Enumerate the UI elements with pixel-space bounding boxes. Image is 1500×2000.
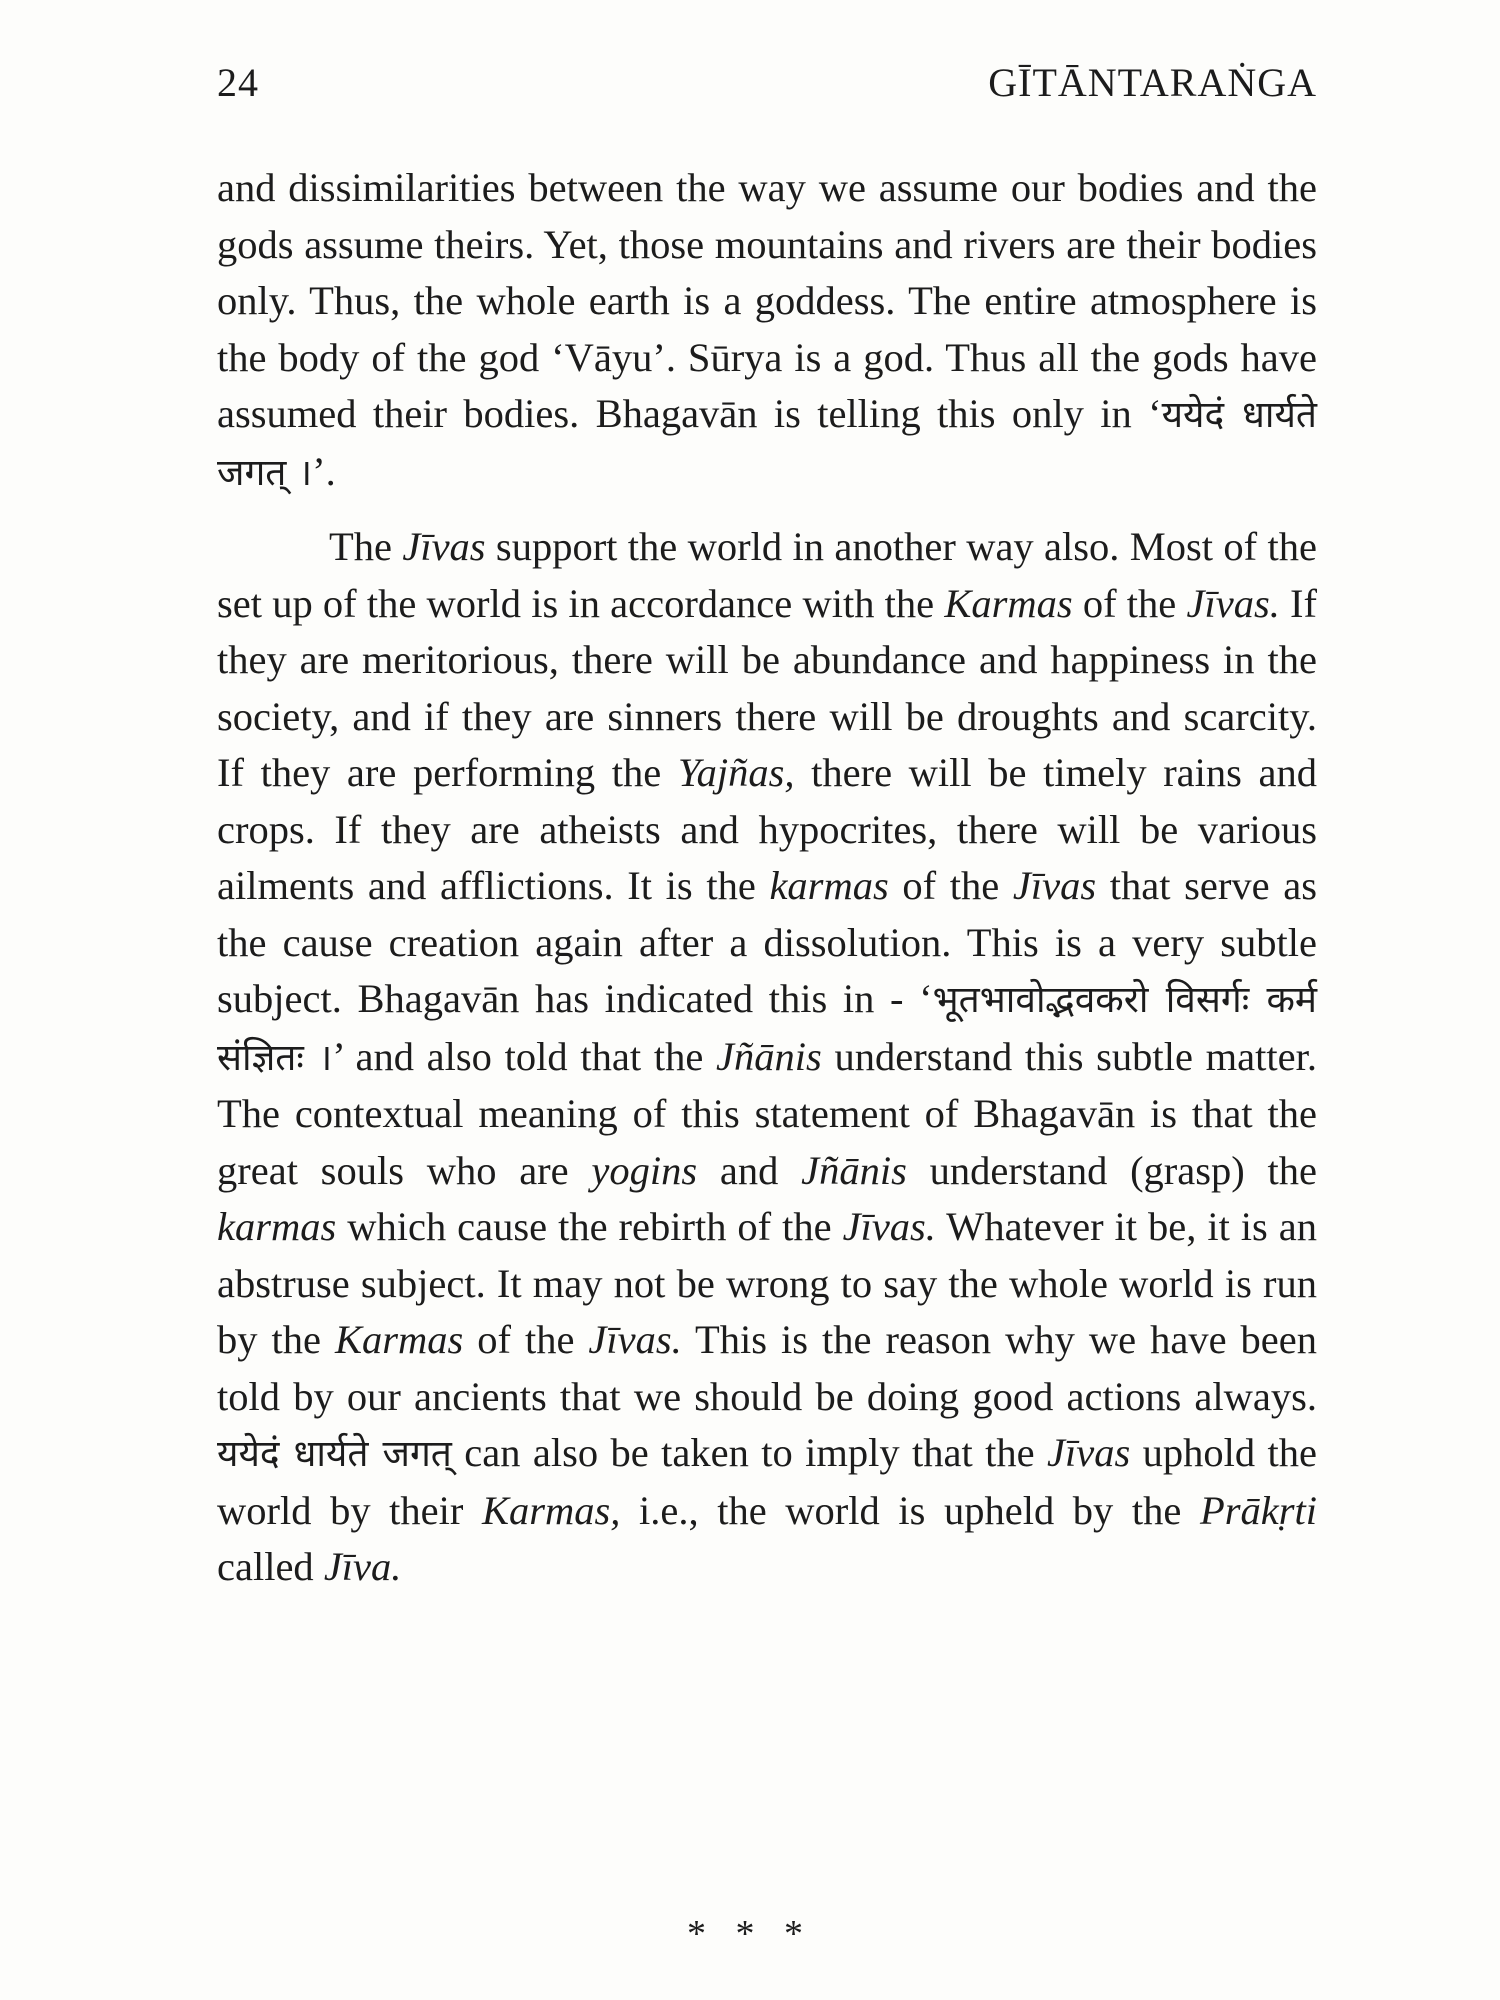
text-run: that serve as the cause creation again after a dissolution. This is a very subtle subject. Bhagavān has indicated this in - ‘ [217, 863, 1317, 1021]
text-run: of the [463, 1317, 589, 1362]
text-run: If they are meritorious, there will be abundance and happiness in the society, and if they are sinners there will be droughts and scarcity. If they are performing the [217, 580, 1318, 795]
page-header [217, 52, 1317, 112]
sanskrit-quote: भूतभावोद्भवकरो विसर्गः कर्म संज्ञितः । [217, 978, 1317, 1079]
text-run: of the [888, 863, 1013, 908]
italic-term: Jñānis [716, 1033, 822, 1079]
italic-term: Prākṛti [1199, 1487, 1317, 1533]
text-run: uphold the world by their [217, 1430, 1317, 1533]
italic-term: yogins [591, 1147, 698, 1193]
italic-term: karmas [217, 1204, 337, 1249]
italic-term: Jīvas. [588, 1317, 682, 1362]
running-title: GĪTĀNTARAṄGA [988, 59, 1317, 105]
section-end-mark: * * * [687, 1913, 813, 1955]
italic-term: Karmas [944, 580, 1073, 626]
italic-term: Yajñas, [677, 750, 795, 795]
text-run: ’ and also told that the [332, 1033, 717, 1079]
italic-term: Jñānis [801, 1147, 907, 1193]
text-run: can also be taken to imply that the [451, 1430, 1048, 1475]
text-run: This is the reason why we have been told by our ancients that we should be doing good actions always. [217, 1317, 1317, 1419]
text-run: and [697, 1147, 802, 1193]
paragraph-1 [217, 160, 1317, 501]
italic-term: Jīvas [402, 524, 486, 569]
italic-term: Jīvas [1012, 863, 1097, 908]
italic-term: karmas [769, 863, 889, 908]
italic-term: Jīvas [1047, 1430, 1131, 1475]
italic-term: Jīva. [323, 1544, 402, 1589]
text-run: of the [1072, 580, 1187, 626]
text-run: understand this subtle matter. The contextual meaning of this statement of Bhagavān is that the great souls who are [217, 1033, 1317, 1193]
italic-term: Karmas [334, 1317, 464, 1362]
text-run: called [217, 1544, 324, 1589]
text-run: and dissimilarities between the way we assume our bodies and the gods assume theirs. Yet, those mountains and rivers are their bodies only. Thus, the whole earth is a goddess. The entire atmosphere is the body of the god ‘Vāyu’. Sūrya is a god. Thus all the gods have assumed their bodies. Bhagavān is telling this only in ‘ [217, 165, 1317, 436]
italic-term: Jīvas. [1186, 580, 1280, 626]
sanskrit-quote: ययेदं धार्यते जगत् [217, 1432, 452, 1475]
text-run: which cause the rebirth of the [336, 1204, 843, 1249]
paragraph-2 [217, 519, 1317, 1596]
body-text [217, 160, 1317, 1596]
text-run: support the world in another way also. Most of the set up of the world is in accordance with the [217, 524, 1318, 626]
sanskrit-quote: ययेदं धार्यते जगत् । [217, 393, 1317, 494]
italic-term: Jīvas. [842, 1204, 936, 1249]
italic-term: Karmas, [482, 1487, 621, 1533]
text-run: i.e., the world is upheld by the [620, 1487, 1200, 1533]
text-run: understand (grasp) the [906, 1147, 1317, 1193]
page-number: 24 [217, 59, 259, 105]
text-run: Whatever it be, it is an abstruse subject. It may not be wrong to say the whole world is run by the [217, 1204, 1318, 1362]
text-run: there will be timely rains and crops. If they are atheists and hypocrites, there will be various ailments and afflictions. It is the [217, 750, 1318, 908]
text-run: ’. [312, 448, 336, 494]
text-run: The [329, 524, 403, 569]
